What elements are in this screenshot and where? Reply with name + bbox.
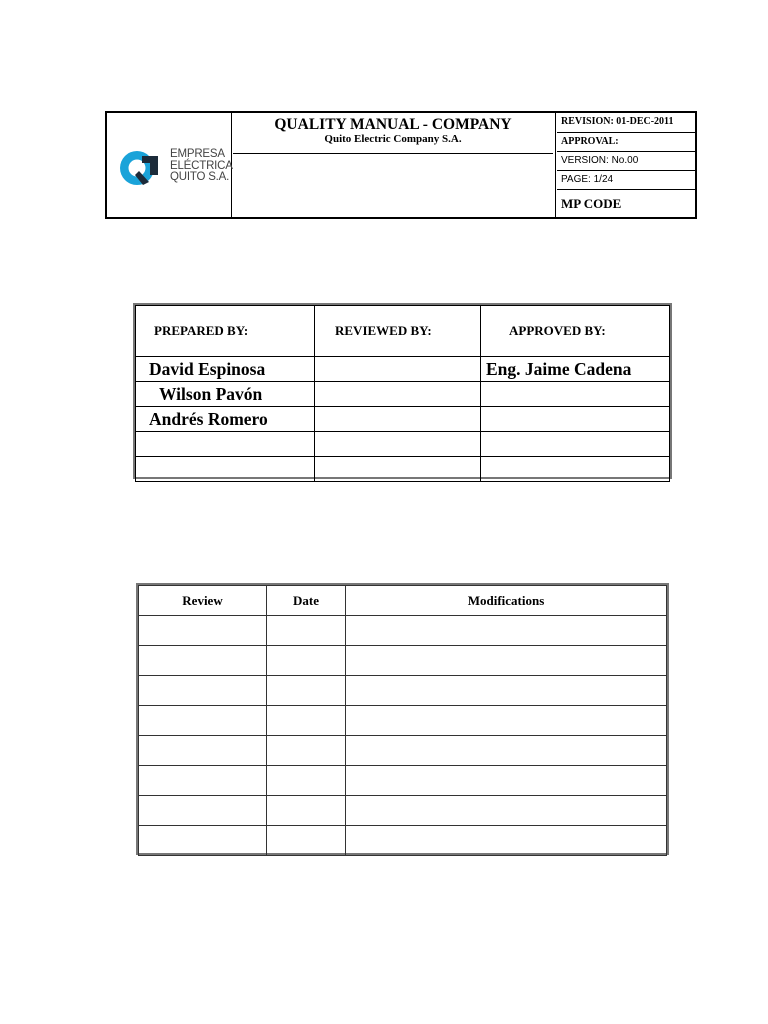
revision-row [139,766,667,796]
review-cell [139,796,267,826]
modifications-cell [346,736,667,766]
date-cell [267,826,346,856]
reviewed-by-cell [315,407,481,432]
signature-row [136,407,670,432]
modifications-cell [346,676,667,706]
modifications-header: Modifications [346,586,667,616]
signature-table [133,303,672,479]
document-header [105,111,697,219]
revision-row [139,616,667,646]
revision-history-table [136,583,669,855]
version-field: VERSION: No.00 [557,152,695,171]
prepared-by-cell: Andrés Romero [136,407,315,432]
modifications-cell [346,646,667,676]
date-cell [267,796,346,826]
review-cell [139,676,267,706]
document-title: QUALITY MANUAL - COMPANY [274,116,512,133]
reviewed-by-cell [315,457,481,482]
revision-row [139,646,667,676]
logo-line: ELÉCTRICA [170,159,233,172]
modifications-cell [346,706,667,736]
code-field: MP CODE [561,196,622,211]
modifications-cell [346,826,667,856]
review-cell [139,646,267,676]
prepared-by-cell [136,457,315,482]
approved-by-cell [481,382,670,407]
date-cell [267,676,346,706]
date-cell [267,736,346,766]
logo-wordmark [170,149,233,184]
revision-row [139,676,667,706]
approved-by-cell [481,457,670,482]
title-block [233,113,553,154]
date-cell [267,616,346,646]
reviewed-by-cell [315,357,481,382]
signature-row [136,357,670,382]
approved-by-cell [481,407,670,432]
modifications-cell [346,766,667,796]
prepared-by-header: PREPARED BY: [136,306,315,357]
logo-line: QUITO S.A. [170,171,230,183]
approved-by-cell [481,432,670,457]
review-cell [139,616,267,646]
signature-row [136,457,670,482]
logo-line: EMPRESA [170,148,225,160]
signature-row [136,382,670,407]
prepared-by-cell: Wilson Pavón [136,382,315,407]
approval-field: APPROVAL: [557,133,695,152]
signature-row [136,432,670,457]
header-divider [555,113,556,217]
reviewed-by-header: REVIEWED BY: [315,306,481,357]
company-name: Quito Electric Company S.A. [324,133,462,145]
revision-row [139,826,667,856]
revision-row [139,796,667,826]
date-cell [267,646,346,676]
modifications-cell [346,616,667,646]
company-logo [107,113,231,217]
review-cell [139,736,267,766]
review-cell [139,826,267,856]
review-cell [139,766,267,796]
prepared-by-cell: David Espinosa [136,357,315,382]
revision-row [139,736,667,766]
document-meta [557,113,695,218]
signature-header-row [136,306,670,357]
reviewed-by-cell [315,382,481,407]
date-header: Date [267,586,346,616]
modifications-cell [346,796,667,826]
date-cell [267,706,346,736]
eeq-logo-icon [115,147,165,189]
page-field: PAGE: 1/24 [557,171,695,190]
prepared-by-cell [136,432,315,457]
reviewed-by-cell [315,432,481,457]
review-cell [139,706,267,736]
revision-header-row [139,586,667,616]
approved-by-header: APPROVED BY: [481,306,670,357]
revision-row [139,706,667,736]
approved-by-cell: Eng. Jaime Cadena [481,357,670,382]
date-cell [267,766,346,796]
review-header: Review [139,586,267,616]
revision-field: REVISION: 01-DEC-2011 [557,113,695,133]
